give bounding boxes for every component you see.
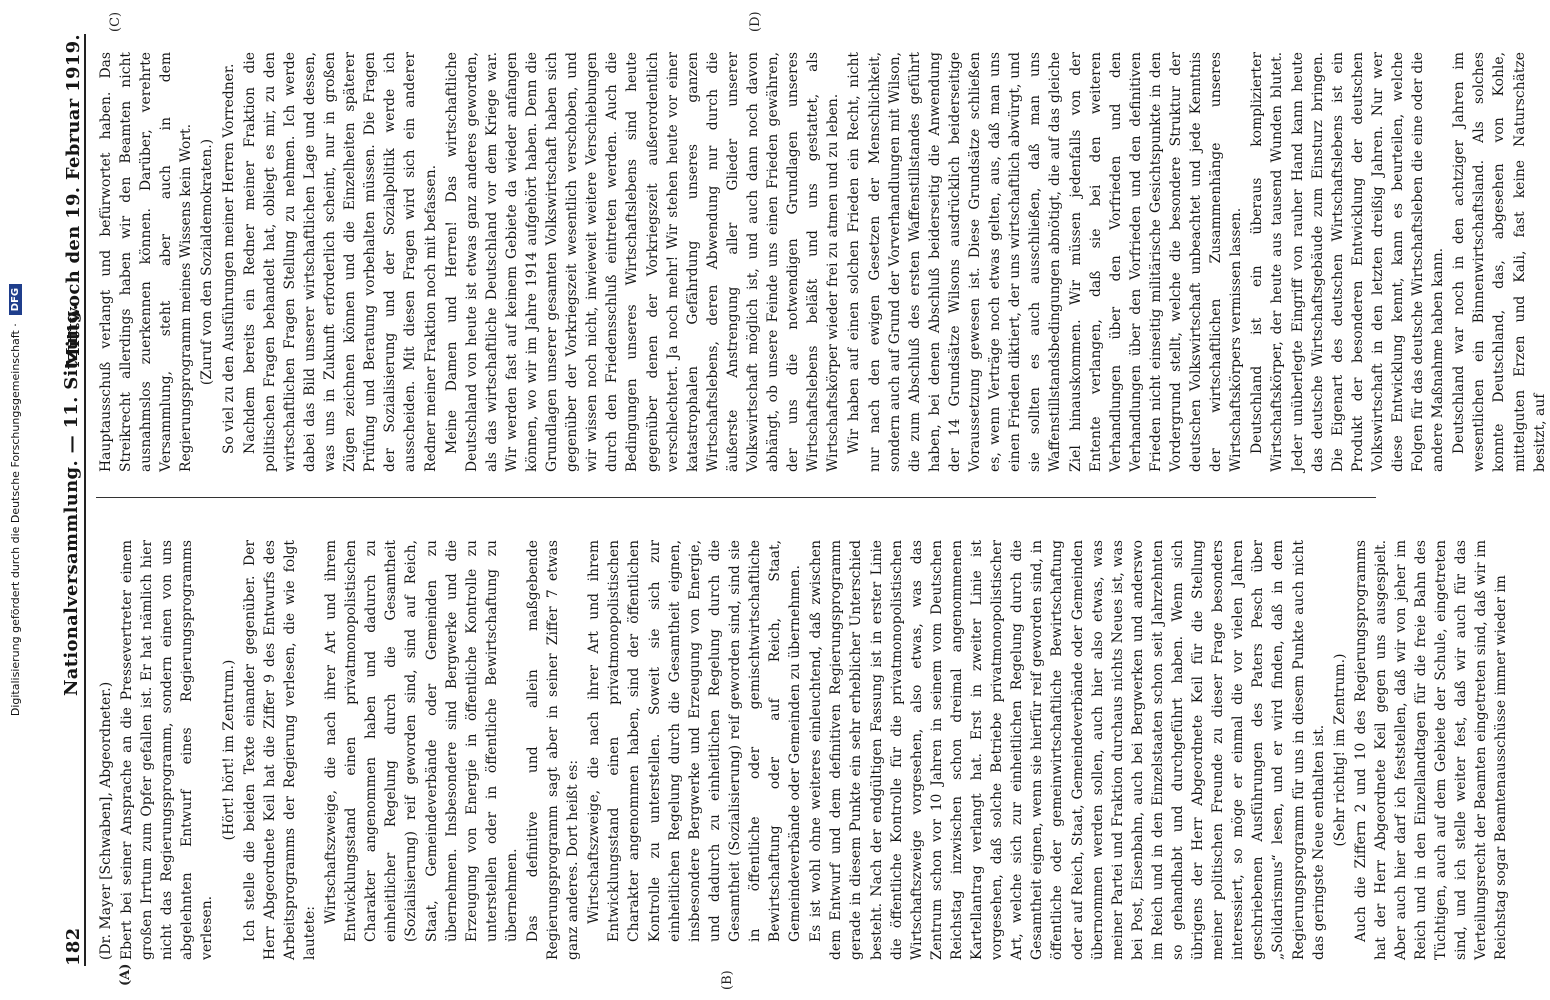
paragraph: Wir haben auf einen solchen Frieden ein Recht, nicht nur nach den ewigen Gesetzen der Menschlichkeit, sondern auch auf Grund der Vorverhandlungen mit Wilson, die zum Abschluß des ersten Waffenstillstandes geführt haben, bei denen Abschluß beiderseitig die Anwendung der 14 Grundsätze Wilsons ausdrücklich beiderseitige Voraussetzung gewesen ist. Diese Grundsätze schließen es, wenn Verträge noch etwas gelten, aus, daß man uns einen Frieden diktiert, der uns wirtschaftlich abwürgt, und sie sollten es auch ausschließen, daß man uns Waffenstillstandsbedingungen abnötigt, die auf das gleiche Ziel hinauskommen. Wir müssen jedenfalls von der Entente verlangen, daß sie bei den weiteren Verhandlungen über den Vorfrieden und den Verhandlungen über den Vorfrieden und den definitiven Frieden nicht einseitig militärische Gesichtspunkte in den Vordergrund stellt, welche die besondere Struktur der deutschen Volkswirtschaft unbeachtet und jede Kenntnis der wirtschaftlichen Zusammenhänge unseres Wirtschaftskörpers vermissen lassen. — [846, 52, 1245, 472]
digitization-text: Digitalisierung gefördert durch die Deutsche Forschungsgemeinschaft · — [8, 323, 22, 717]
paragraph: Deutschland war noch in den achtziger Jahren im wesentlichen ein Binnenwirtschaftsland. Als solches konnte Deutschland, das, abgesehen von Kohle, mittelguten Erzen und Kali, fast keine Naturschätze besitzt, auf — [1451, 52, 1548, 472]
paragraph: Es ist wohl ohne weiteres einleuchtend, daß zwischen dem Entwurf und dem definitiven Regierungsprogramm gerade in diesem Punkte ein sehr erheblicher Unterschied besteht. Nach der endgültigen Fassung ist in erster Linie die öffentliche Kontrolle für die privatmonopolistischen Wirtschaftszweige vorgesehen, also etwas, was das Zentrum schon vor 10 Jahren in seinem vom Deutschen Reichstag inzwischen schon dreimal angenommenen Kartellantrag verlangt hat. Erst in zweiter Linie ist vorgesehen, daß solche Betriebe privatmonopolistischer Art, welche sich zur einheitlichen Regelung durch die Gesamtheit eignen, wenn sie hierfür reif geworden sind, in öffentliche oder gemeinwirtschaftliche Bewirtschaftung oder auf Reich, Staat, Gemeindeverbände oder Gemeinden übernommen werden sollen, auch hier also etwas, was meiner Partei und Fraktion durchaus nichts Neues ist, was bei Post, Eisenbahn, auch bei Bergwerken und anderswo im Reich und in den Einzelstaaten schon seit Jahrzehnten so gehandhabt und durchgeführt haben. Wenn sich übrigens der Herr Abgeordnete Keil für die Stellung meiner politischen Freunde zu dieser Frage besonders interessiert, so möge er einmal die vor vielen Jahren geschriebenen Ausführungen des Paters Pesch über „Solidarismus“ lesen, und er wird finden, daß in dem Regierungsprogramm für uns in diesem Punkte auch nicht das geringste Neue enthalten ist. — [808, 540, 1327, 960]
speaker-line: (Dr. Mayer [Schwaben], Abgeordneter.) — [98, 681, 114, 960]
paragraph: Das definitive und allein maßgebende Regierungsprogramm sagt aber in seiner Ziffer 7 etwas ganz anderes. Dort heißt es: — [524, 540, 582, 960]
interjection: (Hört! hört! im Zentrum.) — [220, 659, 237, 841]
paragraph: Nachdem bereits ein Redner meiner Fraktion die politischen Fragen behandelt hat, obliegt es mir, zu den wirtschaftlichen Fragen Stellung zu nehmen. Ich werde dabei das Bild unserer wirtschaftlichen Lage und dessen, was uns in Zukunft erforderlich scheint, nur in großen Zügen zeichnen können und die Einzelheiten späterer Prüfung und Beratung vorbehalten müssen. Die Fragen der Sozialisierung und der Sozialpolitik werde ich ausscheiden. Mit diesen Fragen wird sich ein anderer Redner meiner Fraktion noch mit befassen. — [241, 52, 439, 472]
quotation: Wirtschaftszweige, die nach ihrer Art und ihrem Entwicklungsstand einen privatmonopolistischen Charakter angenommen haben, sind der öffentlichen Kontrolle zu unterstellen. Soweit sie sich zur einheitlichen Regelung durch die Gesamtheit eignen, insbesondere Bergwerke und Erzeugung von Energie, und dadurch zu einheitlichen Regelung durch die Gesamtheit (Sozialisierung) reif geworden sind, sind sie in öffentliche oder gemischtwirtschaftliche Bewirtschaftung oder auf Reich, Staat, Gemeindeverbände oder Gemeinden zu übernehmen. — [586, 540, 804, 942]
paragraph: Auch die Ziffern 2 und 10 des Regierungsprogramms hat der Herr Abgeordnete Keil gegen uns ausgespielt. Aber auch hier darf ich feststellen, daß wir von jeher im Reich und in den Einzellandtagen für die freie Bahn des Tüchtigen, auch auf dem Gebiete der Schule, eingetreten sind, und ich stelle weiter fest, daß wir auch für das Verteilungsrecht der Beamten eingetreten sind, daß wir im Reichstag sogar Beamtenausschüsse immer wieder im — [1352, 540, 1510, 960]
margin-marker-a: (A) — [118, 963, 133, 986]
page-number: 182 — [63, 927, 84, 966]
interjection: (Zuruf von den Sozialdemokraten.) — [199, 138, 216, 386]
interjection: (Sehr richtig! im Zentrum.) — [1331, 653, 1348, 847]
column-divider — [96, 497, 1376, 498]
paragraph: So viel zu den Ausführungen meiner Herren Vorredner. — [220, 63, 237, 454]
header-left-title: Nationalversammlung. — 11. Sitzung. — [61, 303, 82, 696]
dfg-logo: DFG — [9, 284, 22, 315]
paragraph: Ebert bei seiner Ansprache an die Pressevertreter einem großen Irrtum zum Opfer gefallen ist. Er hat nämlich hier nicht das Regierungsprogramm, sondern einen von uns abgelehnten Entwurf eines Regierungsprogramms verlesen. — [119, 540, 216, 960]
digitization-note — [0, 0, 30, 1000]
margin-marker-d: (D) — [748, 11, 763, 32]
page-header — [50, 34, 86, 966]
header-right-title: Mittwoch den 19. Februar 1919. — [63, 34, 84, 368]
paragraph: Ich stelle die beiden Texte einander gegenüber. Der Herr Abgeordnete Keil hat die Ziffer 9 des Entwurfs des Arbeitsprogramms der Regierung verlesen, die wie folgt lautete: — [241, 540, 318, 960]
paragraph: Deutschland ist ein überaus komplizierter Wirtschaftskörper, der heute aus tausend Wunden blutet. Jeder unüberlegte Eingriff von rauher Hand kann heute das deutsche Wirtschaftsgebäude zum Einsturz bringen. Die Eigenart des deutschen Wirtschaftslebens ist ein Produkt der besonderen Entwicklung der deutschen Volkswirtschaft in den letzten dreißig Jahren. Nur wer diese Entwicklung kennt, kann es beurteilen, welche Folgen für das deutsche Wirtschaftsleben die eine oder die andere Maßnahme haben kann. — [1249, 52, 1447, 472]
paragraph: Meine Damen und Herren! Das wirtschaftliche Deutschland von heute ist etwas ganz anderes geworden, als das wirtschaftliche Deutschland vor dem Kriege war. Wir werden fast auf keinem Gebiete da wieder anfangen können, wo wir im Jahre 1914 aufgehört haben. Denn die Grundlagen unserer gesamten Volkswirtschaft haben sich gegenüber der Vorkriegszeit wesentlich verschoben, und wir wissen noch nicht, inwieweit weitere Verschiebungen durch den Friedensschluß eintreten werden. Auch die Bedingungen unseres Wirtschaftslebens sind heute gegenüber denen der Vorkriegszeit außerordentlich verschlechtert. Ja noch mehr! Wir stehen heute vor einer katastrophalen Gefährdung unseres ganzen Wirtschaftslebens, deren Abwendung nur durch die äußerste Anstrengung aller Glieder unserer Volkswirtschaft möglich ist, und auch dann noch davon abhängt, ob unsere Feinde uns einen Frieden gewähren, der uns die notwendigen Grundlagen unseres Wirtschaftslebens beläßt und uns gestattet, als Wirtschaftskörper wieder frei zu atmen und zu leben. — [443, 52, 842, 472]
paragraph: Hauptausschuß verlangt und befürwortet haben. Das Streikrecht allerdings haben wir den Beamten nicht ausnahmslos zuerkennen können. Darüber, verehrte Versammlung, steht aber auch in dem Regierungsprogramm meines Wissens kein Wort. — [98, 52, 195, 472]
column-left — [96, 540, 1510, 960]
margin-marker-c: (C) — [108, 11, 123, 32]
margin-marker-b: (B) — [720, 970, 735, 990]
column-right — [96, 52, 1548, 472]
quotation: Wirtschaftszweige, die nach ihrer Art und ihrem Entwicklungsstand einen privatmonopolistischen Charakter angenommen haben und dadurch zu einheitlicher Regelung durch die Gesamtheit (Sozialisierung) reif geworden sind, sind auf Reich, Staat, Gemeindeverbände oder Gemeinden zu übernehmen. Insbesondere sind Bergwerke und die Erzeugung von Energie in öffentliche Kontrolle zu unterstellen oder in öffentliche Bewirtschaftung zu übernehmen. — [323, 540, 520, 942]
